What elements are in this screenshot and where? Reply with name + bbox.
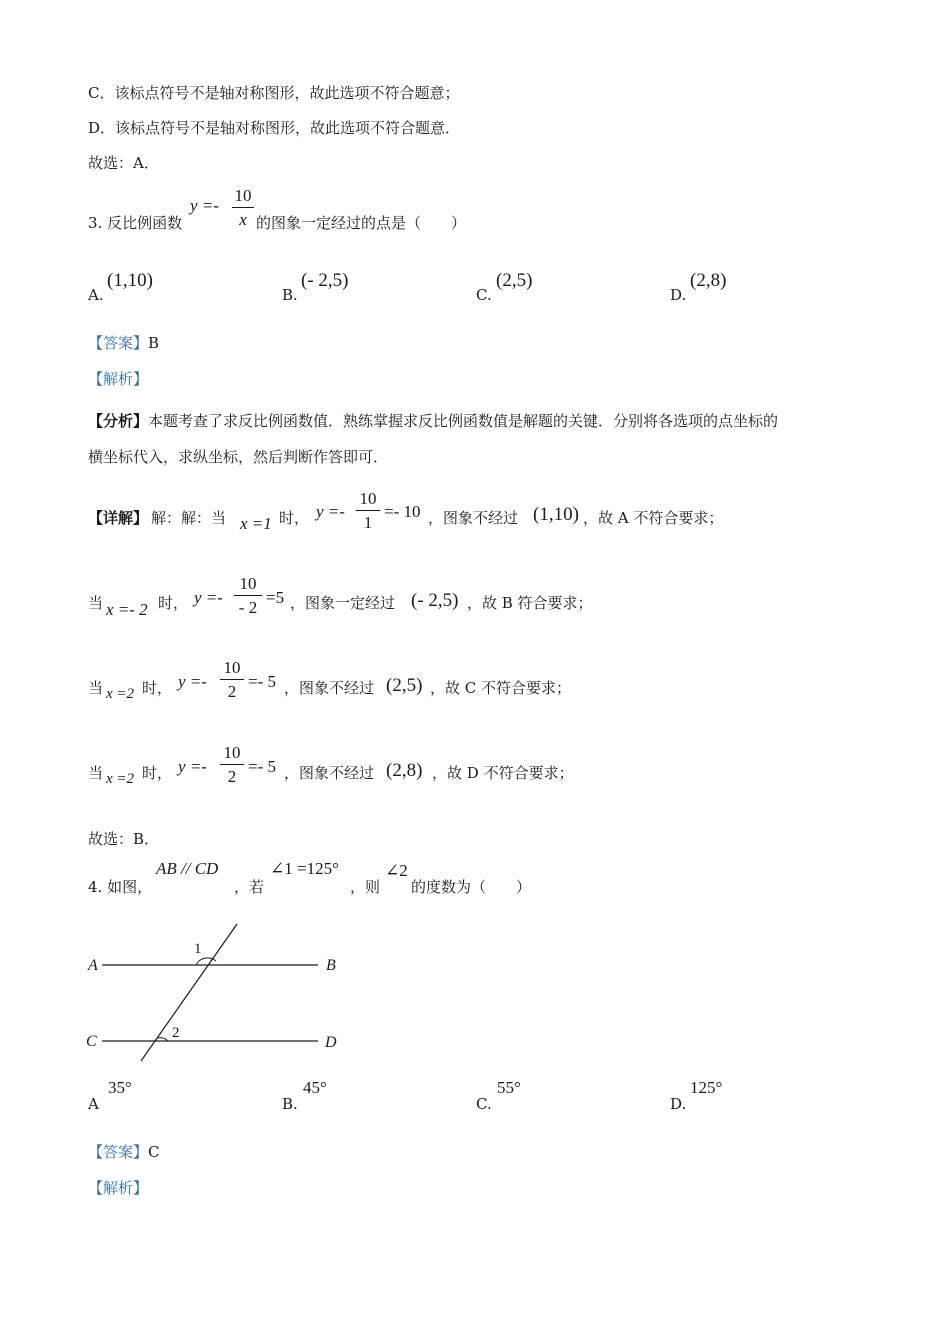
q4-angle2: ∠2: [385, 861, 408, 880]
q3-answer: 【答案】B: [88, 334, 160, 352]
q3-detail4-shi: 时，: [142, 764, 173, 782]
q3-detail2-rhs: =5: [266, 588, 285, 607]
q3-detail2-tail: ，故 B 符合要求；: [467, 594, 593, 612]
q3-detail1-prefix: 解：解：当: [151, 509, 227, 527]
q3-detail4-mid: ，图象不经过: [284, 764, 375, 782]
label-angle-2: 2: [172, 1025, 180, 1041]
q3-detail1-rhs: =- 10: [384, 502, 421, 521]
q4-option-a-letter: A: [88, 1095, 99, 1113]
option-c-text: C．该标点符号不是轴对称图形，故此选项不符合题意；: [88, 84, 460, 102]
q3-detail2-point: (- 2,5): [411, 590, 459, 611]
q4-angle1: ∠1 =125°: [270, 859, 339, 878]
q3-option-b-letter: B.: [282, 286, 298, 304]
angle-1-arc: [196, 958, 216, 965]
q4-analysis-tag: 【解析】: [88, 1179, 149, 1197]
q4-ze: ，则: [350, 878, 381, 896]
q3-detail3-shi: 时，: [142, 679, 173, 697]
q3-detail-tag: 【详解】: [88, 509, 149, 527]
q3-detail1-lhs: y =-: [316, 502, 345, 521]
q4-option-c-letter: C.: [476, 1095, 492, 1113]
q3-detail1-point: (1,10): [533, 504, 579, 525]
q3-detail4-point: (2,8): [386, 760, 423, 781]
q3-option-c-value: (2,5): [496, 270, 533, 291]
q3-detail1-fraction: 10 1: [356, 489, 380, 533]
q3-detail2-lhs: y =-: [194, 588, 223, 607]
q3-detail1-mid: ，图象不经过: [428, 509, 519, 527]
label-c: C: [86, 1033, 97, 1050]
q3-detail1-xcond: x =1: [240, 514, 272, 533]
q3-option-c-letter: C.: [476, 286, 492, 304]
q4-ruo: ，若: [234, 878, 265, 896]
q3-detail4-fraction: 10 2: [220, 743, 244, 787]
q4-answer: 【答案】C: [88, 1143, 160, 1161]
q3-detail4-prefix: 当: [88, 764, 104, 782]
q3-detail3-xcond: x =2: [106, 686, 135, 702]
q3-detail3-lhs: y =-: [178, 672, 207, 691]
q4-parallel: AB // CD: [156, 859, 219, 878]
q3-option-d-value: (2,8): [690, 270, 727, 291]
q3-detail3-rhs: =- 5: [248, 672, 276, 691]
q4-option-d-value: 125°: [690, 1078, 723, 1097]
q3-detail3-point: (2,5): [386, 675, 423, 696]
q4-option-d-letter: D.: [670, 1095, 687, 1113]
q3-detail2-mid: ，图象一定经过: [290, 594, 396, 612]
q3-fenxi-line2: 横坐标代入，求纵坐标，然后判断作答即可．: [88, 448, 389, 466]
q3-option-a-letter: A.: [88, 286, 104, 304]
label-a: A: [88, 957, 98, 974]
q3-option-b-value: (- 2,5): [301, 270, 349, 291]
q4-number: 4. 如图，: [88, 878, 153, 896]
q4-option-a-value: 35°: [108, 1078, 132, 1097]
q3-detail3-mid: ，图象不经过: [284, 679, 375, 697]
q3-fenxi-line1: 【分析】本题考查了求反比例函数值．熟练掌握求反比例函数值是解题的关键．分别将各选项的点坐标的: [88, 412, 779, 430]
q3-detail2-xcond: x =- 2: [106, 600, 148, 619]
q4-option-c-value: 55°: [497, 1078, 521, 1097]
q4-option-b-value: 45°: [303, 1078, 327, 1097]
q3-detail1-shi: 时，: [279, 509, 310, 527]
q4-stem-tail: 的度数为（ ）: [411, 878, 532, 896]
q3-stem-tail: 的图象一定经过的点是（ ）: [256, 214, 467, 232]
q3-func-lhs: y =-: [190, 196, 219, 215]
q4-option-b-letter: B.: [282, 1095, 298, 1113]
q3-number: 3. 反比例函数: [88, 214, 183, 232]
q3-detail4-lhs: y =-: [178, 757, 207, 776]
q3-analysis-tag: 【解析】: [88, 370, 149, 388]
q3-detail3-fraction: 10 2: [220, 658, 244, 702]
q3-option-a-value: (1,10): [107, 270, 153, 291]
q3-detail4-tail: ，故 D 不符合要求；: [432, 764, 574, 782]
label-angle-1: 1: [194, 941, 202, 957]
q3-detail3-prefix: 当: [88, 679, 104, 697]
q3-func-fraction: 10 x: [232, 186, 254, 230]
q3-detail4-xcond: x =2: [106, 771, 135, 787]
q3-detail3-tail: ，故 C 不符合要求；: [430, 679, 572, 697]
q4-parallel-lines-figure: [80, 920, 350, 1065]
label-d: D: [325, 1034, 337, 1051]
q3-detail2-shi: 时，: [158, 594, 189, 612]
q3-detail4-rhs: =- 5: [248, 757, 276, 776]
q3-option-d-letter: D.: [670, 286, 687, 304]
answer-select-a: 故选：A．: [88, 154, 159, 172]
q3-detail1-tail: ，故 A 不符合要求；: [583, 509, 724, 527]
q3-detail2-prefix: 当: [88, 594, 104, 612]
q3-answer-select: 故选：B．: [88, 830, 160, 848]
label-b: B: [326, 957, 336, 974]
q3-detail2-fraction: 10 - 2: [234, 574, 262, 618]
option-d-text: D．该标点符号不是轴对称图形，故此选项不符合题意．: [88, 119, 461, 137]
